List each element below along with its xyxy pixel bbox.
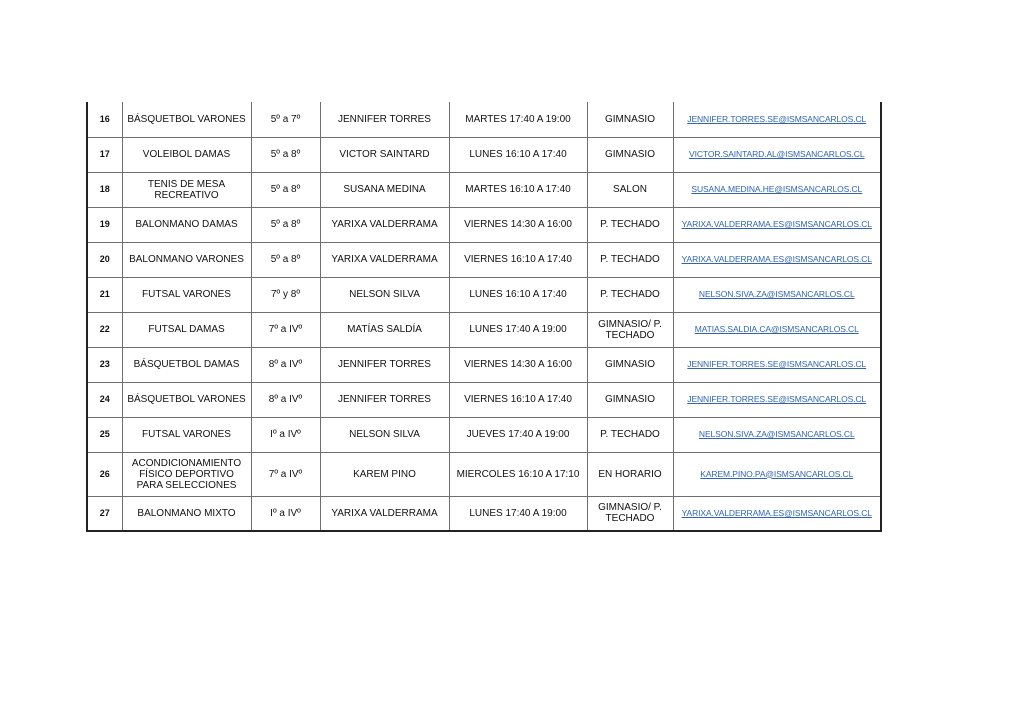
- level-cell: 5º a 8º: [251, 172, 320, 207]
- teacher-cell: YARIXA VALDERRAMA: [320, 496, 449, 531]
- place-cell: SALON: [587, 172, 673, 207]
- level-cell: 7º a IVº: [251, 452, 320, 496]
- table-row: [87, 172, 881, 207]
- place-cell: P. TECHADO: [587, 242, 673, 277]
- level-cell: Iº a IVº: [251, 417, 320, 452]
- schedule-table: [86, 102, 882, 532]
- place-cell: P. TECHADO: [587, 417, 673, 452]
- level-cell: 7º a IVº: [251, 312, 320, 347]
- email-link[interactable]: KAREM.PINO.PA@ISMSANCARLOS.CL: [700, 468, 854, 479]
- email-cell: [673, 347, 881, 382]
- email-link[interactable]: MATIAS.SALDIA.CA@ISMSANCARLOS.CL: [694, 324, 859, 334]
- schedule-cell: VIERNES 14:30 A 16:00: [449, 207, 587, 242]
- schedule-cell: JUEVES 17:40 A 19:00: [449, 417, 587, 452]
- activity-cell: BÁSQUETBOL VARONES: [122, 102, 251, 137]
- teacher-cell: JENNIFER TORRES: [320, 347, 449, 382]
- email-cell: [673, 207, 881, 242]
- teacher-cell: KAREM PINO: [320, 452, 449, 496]
- row-number: 19: [87, 207, 122, 242]
- activity-cell: BALONMANO VARONES: [122, 242, 251, 277]
- schedule-cell: LUNES 17:40 A 19:00: [449, 312, 587, 347]
- place-cell: GIMNASIO/ P. TECHADO: [587, 496, 673, 531]
- row-number: 17: [87, 137, 122, 172]
- email-cell: [673, 102, 881, 137]
- activity-cell: FUTSAL DAMAS: [122, 312, 251, 347]
- activity-cell: TENIS DE MESA RECREATIVO: [122, 172, 251, 207]
- schedule-cell: VIERNES 14:30 A 16:00: [449, 347, 587, 382]
- activity-cell: BALONMANO DAMAS: [122, 207, 251, 242]
- schedule-cell: MARTES 16:10 A 17:40: [449, 172, 587, 207]
- activity-cell: BALONMANO MIXTO: [122, 496, 251, 531]
- teacher-cell: YARIXA VALDERRAMA: [320, 207, 449, 242]
- place-cell: GIMNASIO: [587, 347, 673, 382]
- teacher-cell: MATÍAS SALDÍA: [320, 312, 449, 347]
- level-cell: 7º y 8º: [251, 277, 320, 312]
- place-cell: P. TECHADO: [587, 207, 673, 242]
- row-number: 27: [87, 496, 122, 531]
- activity-cell: BÁSQUETBOL VARONES: [122, 382, 251, 417]
- row-number: 21: [87, 277, 122, 312]
- place-cell: P. TECHADO: [587, 277, 673, 312]
- email-cell: [673, 382, 881, 417]
- teacher-cell: VICTOR SAINTARD: [320, 137, 449, 172]
- row-number: 22: [87, 312, 122, 347]
- activity-cell: FUTSAL VARONES: [122, 277, 251, 312]
- email-cell: [673, 242, 881, 277]
- email-link[interactable]: SUSANA.MEDINA.HE@ISMSANCARLOS.CL: [691, 184, 863, 194]
- table-row: [87, 417, 881, 452]
- table-row: [87, 102, 881, 137]
- email-cell: [673, 172, 881, 207]
- schedule-cell: VIERNES 16:10 A 17:40: [449, 382, 587, 417]
- row-number: 20: [87, 242, 122, 277]
- teacher-cell: JENNIFER TORRES: [320, 382, 449, 417]
- table-row: [87, 496, 881, 531]
- level-cell: 8º a IVº: [251, 347, 320, 382]
- place-cell: GIMNASIO: [587, 382, 673, 417]
- table-row: [87, 347, 881, 382]
- email-cell: [673, 312, 881, 347]
- row-number: 16: [87, 102, 122, 137]
- row-number: 26: [87, 452, 122, 496]
- table-row: [87, 452, 881, 496]
- place-cell: EN HORARIO: [587, 452, 673, 496]
- email-link[interactable]: YARIXA.VALDERRAMA.ES@ISMSANCARLOS.CL: [681, 219, 872, 229]
- activity-cell: BÁSQUETBOL DAMAS: [122, 347, 251, 382]
- level-cell: Iº a IVº: [251, 496, 320, 531]
- email-cell: [673, 417, 881, 452]
- schedule-cell: MARTES 17:40 A 19:00: [449, 102, 587, 137]
- email-cell: [673, 496, 881, 531]
- schedule-cell: VIERNES 16:10 A 17:40: [449, 242, 587, 277]
- teacher-cell: JENNIFER TORRES: [320, 102, 449, 137]
- email-link[interactable]: JENNIFER.TORRES.SE@ISMSANCARLOS.CL: [687, 113, 867, 124]
- row-number: 18: [87, 172, 122, 207]
- email-cell: [673, 137, 881, 172]
- schedule-cell: LUNES 16:10 A 17:40: [449, 277, 587, 312]
- email-link[interactable]: YARIXA.VALDERRAMA.ES@ISMSANCARLOS.CL: [681, 254, 872, 264]
- row-number: 25: [87, 417, 122, 452]
- level-cell: 8º a IVº: [251, 382, 320, 417]
- email-link[interactable]: JENNIFER.TORRES.SE@ISMSANCARLOS.CL: [687, 394, 867, 404]
- teacher-cell: NELSON SILVA: [320, 277, 449, 312]
- level-cell: 5º a 8º: [251, 137, 320, 172]
- email-link[interactable]: VICTOR.SAINTARD.AL@ISMSANCARLOS.CL: [689, 149, 865, 159]
- place-cell: GIMNASIO: [587, 102, 673, 137]
- schedule-cell: LUNES 17:40 A 19:00: [449, 496, 587, 531]
- place-cell: GIMNASIO/ P. TECHADO: [587, 312, 673, 347]
- level-cell: 5º a 7º: [251, 102, 320, 137]
- table-row: [87, 242, 881, 277]
- email-cell: [673, 277, 881, 312]
- teacher-cell: SUSANA MEDINA: [320, 172, 449, 207]
- place-cell: GIMNASIO: [587, 137, 673, 172]
- email-link[interactable]: NELSON.SIVA.ZA@ISMSANCARLOS.CL: [698, 289, 855, 299]
- table-row: [87, 277, 881, 312]
- table-row: [87, 382, 881, 417]
- email-cell: [673, 452, 881, 496]
- table-row: [87, 207, 881, 242]
- row-number: 23: [87, 347, 122, 382]
- teacher-cell: NELSON SILVA: [320, 417, 449, 452]
- schedule-cell: MIERCOLES 16:10 A 17:10: [449, 452, 587, 496]
- level-cell: 5º a 8º: [251, 207, 320, 242]
- teacher-cell: YARIXA VALDERRAMA: [320, 242, 449, 277]
- email-link[interactable]: JENNIFER.TORRES.SE@ISMSANCARLOS.CL: [687, 359, 867, 369]
- email-link[interactable]: NELSON.SIVA.ZA@ISMSANCARLOS.CL: [698, 429, 855, 439]
- email-link[interactable]: YARIXA.VALDERRAMA.ES@ISMSANCARLOS.CL: [681, 507, 872, 518]
- table-row: [87, 312, 881, 347]
- activity-cell: FUTSAL VARONES: [122, 417, 251, 452]
- level-cell: 5º a 8º: [251, 242, 320, 277]
- table-row: [87, 137, 881, 172]
- activity-cell: VOLEIBOL DAMAS: [122, 137, 251, 172]
- schedule-cell: LUNES 16:10 A 17:40: [449, 137, 587, 172]
- row-number: 24: [87, 382, 122, 417]
- activity-cell: ACONDICIONAMIENTO FÍSICO DEPORTIVO PARA SELECCIONES: [122, 452, 251, 496]
